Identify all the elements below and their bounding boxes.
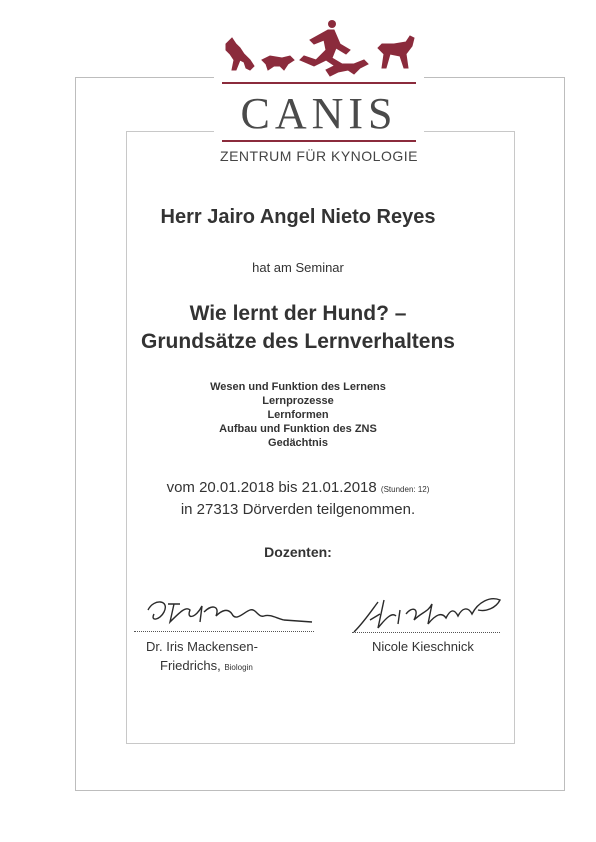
signature-line-1: [134, 631, 314, 632]
lecturer-1-name-line-1: Dr. Iris Mackensen-: [146, 639, 258, 654]
lecturer-2: [372, 637, 474, 656]
topic-item: Gedächtnis: [268, 437, 328, 449]
lecturer-1: [146, 637, 258, 677]
topic-item: Lernformen: [267, 409, 329, 421]
topic-item: Wesen und Funktion des Lernens: [210, 381, 386, 393]
seminar-title-line-1: Wie lernt der Hund? –: [189, 302, 407, 325]
lecturer-2-name: Nicole Kieschnick: [372, 639, 474, 654]
logo-wordmark: CANIS: [240, 89, 398, 138]
seminar-title: [0, 300, 596, 356]
logo-subtitle: ZENTRUM FÜR KYNOLOGIE: [220, 148, 418, 164]
topic-item: Lernprozesse: [262, 395, 334, 407]
canis-logo: [214, 14, 424, 162]
logo-bottom-rule: [222, 140, 416, 142]
signature-mackensen-friedrichs: [140, 592, 315, 632]
lecturers-heading: Dozenten:: [264, 544, 332, 560]
signature-kieschnick: [350, 594, 510, 636]
lecturer-1-name-line-2: [146, 656, 258, 677]
date-range-line: [0, 478, 596, 500]
lecturer-1-role: Biologin: [224, 663, 253, 672]
hours-note: (Stunden: 12): [380, 485, 430, 494]
seminar-label: hat am Seminar: [252, 260, 344, 275]
location-line: in 27313 Dörverden teilgenommen.: [180, 501, 416, 518]
attendance-details: [0, 478, 596, 520]
topic-list: [0, 380, 596, 450]
lecturer-1-surname-part: Friedrichs,: [160, 658, 221, 673]
topic-item: Aufbau und Funktion des ZNS: [219, 423, 377, 435]
signature-line-2: [352, 632, 500, 633]
logo-top-rule: [222, 82, 416, 84]
recipient-name: Herr Jairo Angel Nieto Reyes: [160, 206, 436, 228]
date-range: vom 20.01.2018 bis 21.01.2018: [166, 479, 377, 496]
seminar-title-line-2: Grundsätze des Lernverhaltens: [141, 330, 455, 353]
